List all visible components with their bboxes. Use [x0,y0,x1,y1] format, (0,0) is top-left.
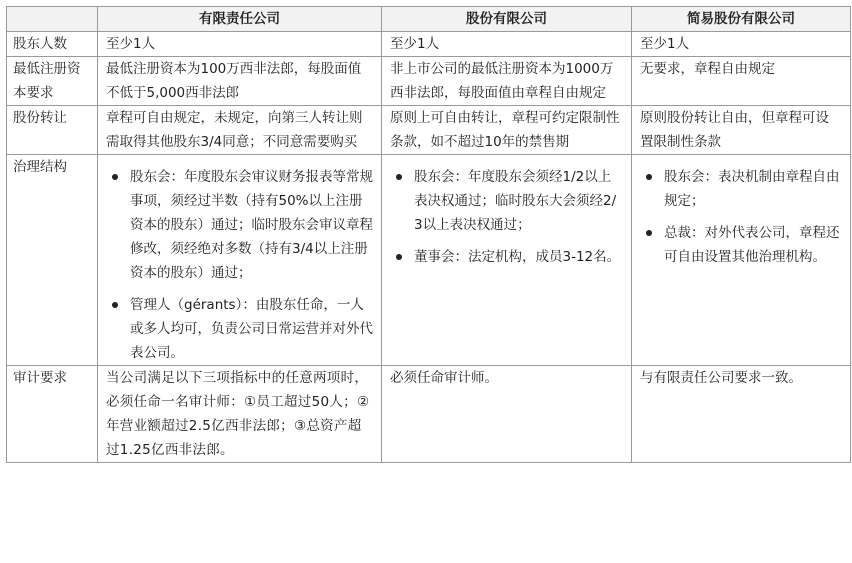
row-audit [7,366,851,463]
row-label: 最低注册资本要求 [7,57,98,106]
row-share-transfer [7,106,851,155]
cell-sa: 原则上可自由转让，章程可约定限制性条款，如不超过10年的禁售期 [382,106,632,155]
cell-llc [98,155,382,366]
comparison-table [6,6,851,463]
row-governance [7,155,851,366]
list-item: 股东会：年度股东会审议财务报表等常规事项，须经过半数（持有50%以上注册资本的股东）通过；临时股东会审议章程修改，须经绝对多数（持有3/4以上注册资本的股东）通过； [106,165,373,285]
cell-llc: 至少1人 [98,32,382,57]
header-sas: 简易股份有限公司 [632,7,851,32]
list-item: 股东会：年度股东会须经1/2以上表决权通过；临时股东大会须经2/3以上表决权通过； [390,165,623,237]
row-label: 审计要求 [7,366,98,463]
cell-llc: 章程可自由规定，未规定，向第三人转让则需取得其他股东3/4同意；不同意需要购买 [98,106,382,155]
header-row [7,7,851,32]
row-label: 股份转让 [7,106,98,155]
list-item: 董事会：法定机构，成员3-12名。 [390,245,623,269]
cell-sas: 无要求，章程自由规定 [632,57,851,106]
cell-sas: 与有限责任公司要求一致。 [632,366,851,463]
bullet-list [390,165,623,269]
bullet-list [640,165,842,269]
header-sa: 股份有限公司 [382,7,632,32]
list-item: 总裁：对外代表公司，章程还可自由设置其他治理机构。 [640,221,842,269]
cell-sas: 原则股份转让自由，但章程可设置限制性条款 [632,106,851,155]
header-corner-cell [7,7,98,32]
list-item: 股东会：表决机制由章程自由规定； [640,165,842,213]
row-shareholders [7,32,851,57]
cell-sas: 至少1人 [632,32,851,57]
cell-sa: 非上市公司的最低注册资本为1000万西非法郎，每股面值由章程自由规定 [382,57,632,106]
cell-sa: 必须任命审计师。 [382,366,632,463]
row-min-capital [7,57,851,106]
cell-sa: 至少1人 [382,32,632,57]
row-label: 治理结构 [7,155,98,366]
bullet-list [106,165,373,365]
cell-sas [632,155,851,366]
cell-llc: 最低注册资本为100万西非法郎，每股面值不低于5,000西非法郎 [98,57,382,106]
header-llc: 有限责任公司 [98,7,382,32]
cell-llc: 当公司满足以下三项指标中的任意两项时，必须任命一名审计师：①员工超过50人；②年营业额超过2.5亿西非法郎；③总资产超过1.25亿西非法郎。 [98,366,382,463]
row-label: 股东人数 [7,32,98,57]
cell-sa [382,155,632,366]
list-item: 管理人（gérants）：由股东任命，一人或多人均可，负责公司日常运营并对外代表公司。 [106,293,373,365]
